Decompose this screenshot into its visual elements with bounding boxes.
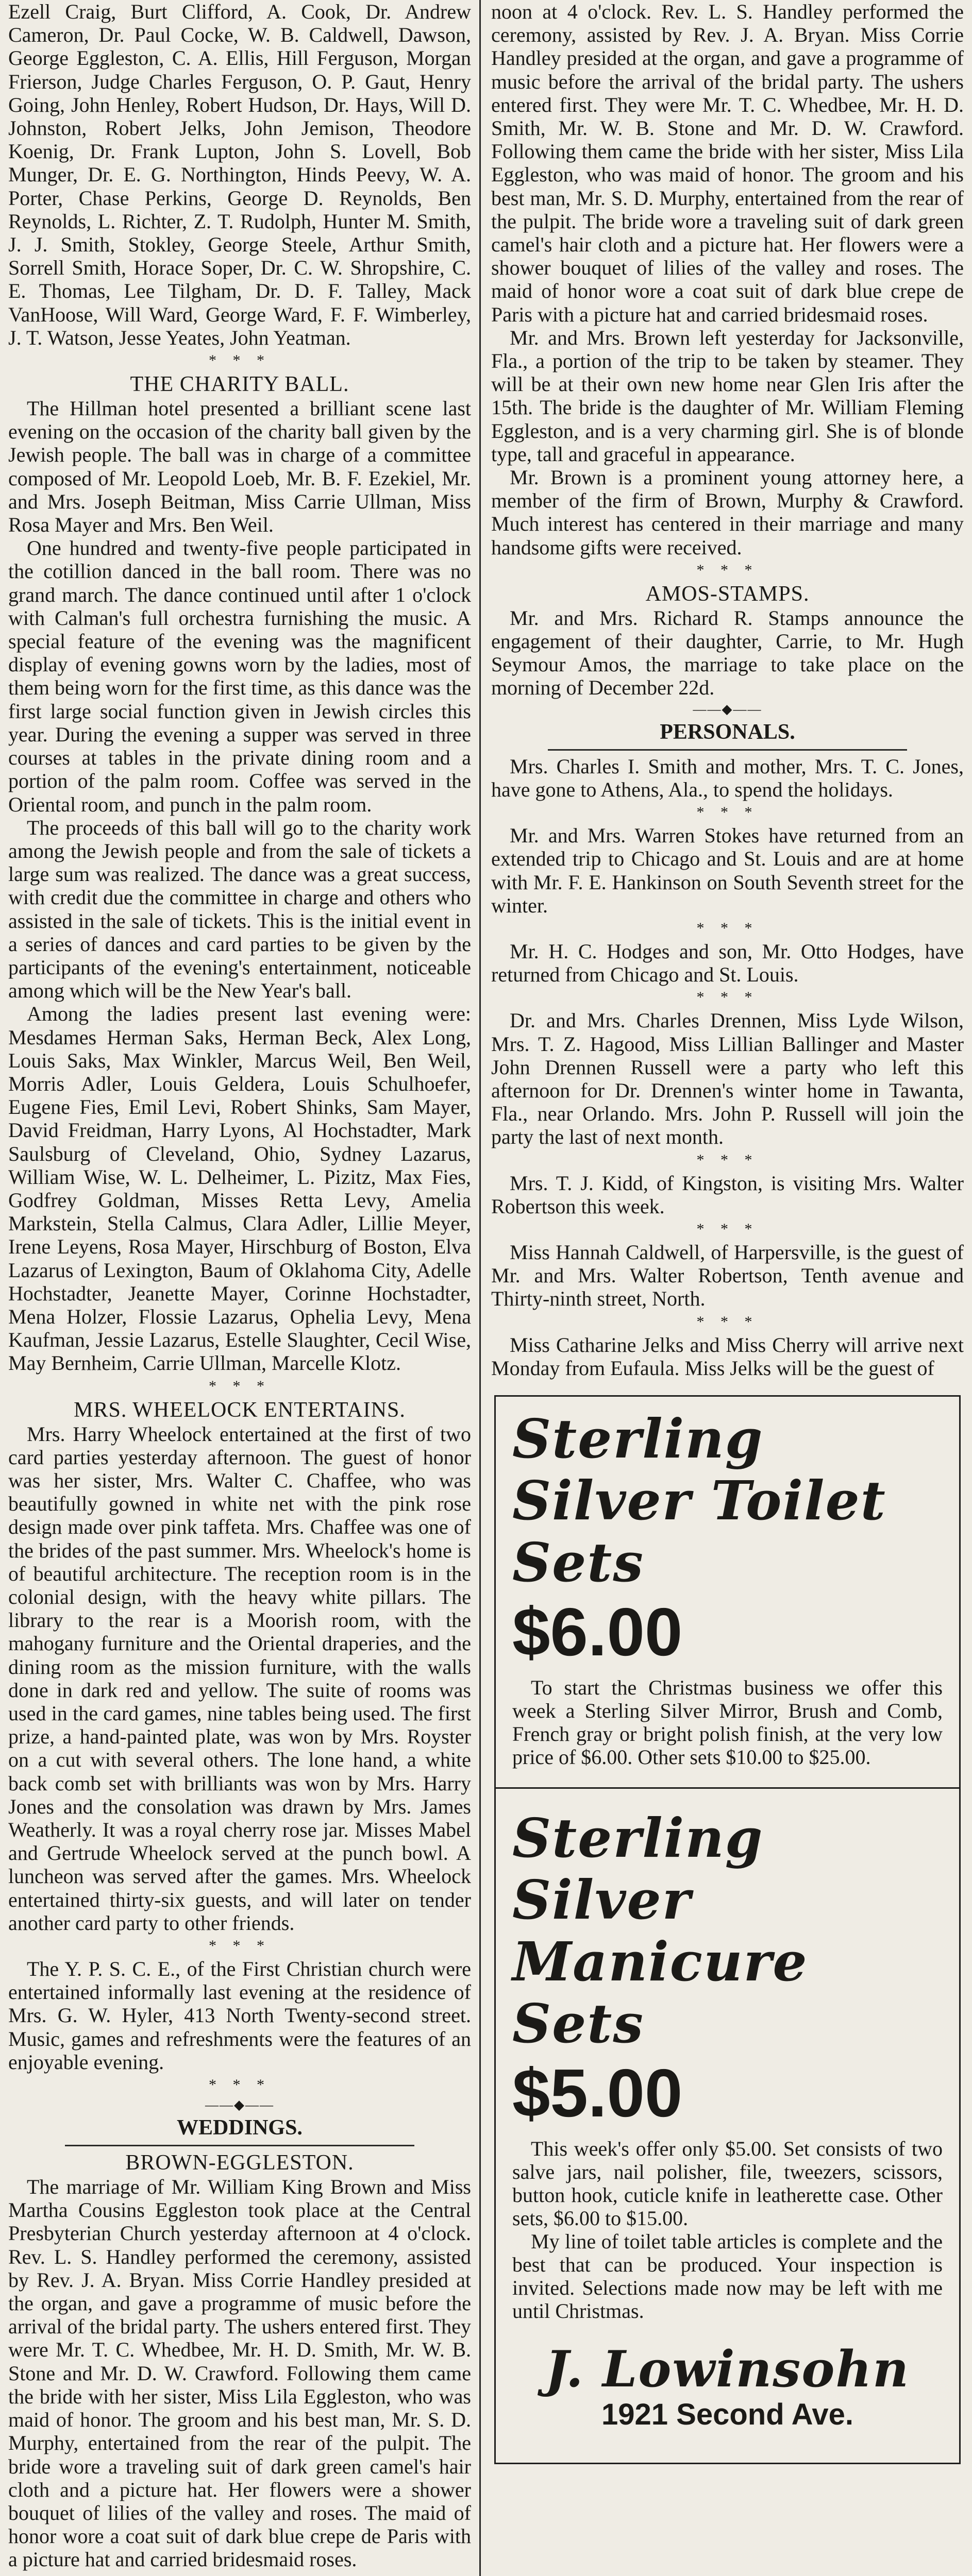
weddings-section-title: WEDDINGS. xyxy=(177,2116,303,2140)
ornamental-rule: ——◆—— xyxy=(693,701,762,717)
charity-ball-heading: THE CHARITY BALL. xyxy=(130,372,349,397)
charity-paragraph-3: The proceeds of this ball will go to the charity work among the Jewish people and from the sale of tickets a large sum was realized. The dance was a great success, with credit due the committee in charge and others who assisted in the sale of tickets. This is the initial event in a series of dances and card parties to be given by the participants of the evening's entertainment, noticeable among which will be the New Year's ball. xyxy=(8,816,471,1003)
right-column xyxy=(483,0,972,2576)
amos-stamps-paragraph: Mr. and Mrs. Richard R. Stamps announce the engagement of their daughter, Carrie, to Mr. Hugh Seymour Amos, the marriage to take place on the morning of December 22d. xyxy=(491,606,964,700)
ad-headline-manicure-sets: Sterling Silver Manicure Sets xyxy=(512,1806,808,2055)
separator-stars: * * * xyxy=(696,1220,759,1238)
personal-item-6: Miss Hannah Caldwell, of Harpersville, is the guest of Mr. and Mrs. Walter Robertson, Tenth avenue and Thirty-ninth street, North. xyxy=(491,1240,964,1311)
ypsce-paragraph: The Y. P. S. C. E., of the First Christian church were entertained informally last evening at the residence of Mrs. G. W. Hyler, 413 North Twenty-second street. Music, games and refreshments were the features of an enjoyable evening. xyxy=(8,1957,471,2074)
ad-copy-toilet-sets: To start the Christmas business we offer this week a Sterling Silver Mirror, Brush and Comb, French gray or bright polish finish, at the very low price of $6.00. Other sets $10.00 to $25.00. xyxy=(512,1675,943,1769)
separator-stars: * * * xyxy=(696,561,759,579)
ad-merchant-name: J. Lowinsohn xyxy=(545,2340,910,2398)
charity-paragraph-1: The Hillman hotel presented a brilliant scene last evening on the occasion of the charity ball given by the Jewish people. The ball was in charge of a committee composed of Mr. Leopold Loeb, Mr. B. F. Ezekiel, Mr. and Mrs. Joseph Beitman, Miss Carrie Ullman, Miss Rosa Mayer and Mrs. Ben Weil. xyxy=(8,397,471,537)
ad-price-toilet-sets: $6.00 xyxy=(512,1594,683,1670)
separator-stars: * * * xyxy=(209,2076,271,2094)
ad-merchant-address: 1921 Second Ave. xyxy=(601,2397,853,2431)
left-column xyxy=(0,0,481,2576)
personal-item-4: Dr. and Mrs. Charles Drennen, Miss Lyde Wilson, Mrs. T. Z. Hagood, Miss Lillian Ballinger and Master John Drennen Russell were a party who left this afternoon for Dr. Drennen's winter home in Tawanta, Fla., near Orlando. Mrs. John P. Russell will join the party the last of next month. xyxy=(491,1009,964,1149)
ad-price-manicure-sets: $5.00 xyxy=(512,2055,683,2131)
section-rule xyxy=(548,749,907,751)
separator-stars: * * * xyxy=(209,352,271,369)
personal-item-3: Mr. H. C. Hodges and son, Mr. Otto Hodges, have returned from Chicago and St. Louis. xyxy=(491,939,964,987)
ad-headline-toilet-sets: Sterling Silver Toilet Sets xyxy=(512,1406,886,1594)
charity-paragraph-4: Among the ladies present last evening were: Mesdames Herman Saks, Herman Beck, Alex Long, Louis Saks, Max Winkler, Marcus Weil, Ben Weil, Morris Adler, Louis Geldera, Louis Schulhoefer, Eugene Fies, Emil Levi, Robert Shinks, Sam Mayer, David Freidman, Harry Lyons, Al Hochstadter, Mark Saulsburg of Cleveland, Ohio, Sydney Lazarus, William Wise, W. L. Delheimer, L. Pizitz, Max Fies, Godfrey Goldman, Misses Retta Levy, Amelia Markstein, Stella Calmus, Clara Adler, Lillie Meyer, Irene Leyens, Rosa Mayer, Hirschburg of Boston, Elva Lazarus of Lexington, Baum of Oklahoma City, Adelle Hochstadter, Jeanette Mayer, Corinne Hochstadter, Mena Holzer, Flossie Lazarus, Ophelia Levy, Mena Kaufman, Jessie Lazarus, Estelle Slaughter, Cecil Wise, May Bernheim, Carrie Ullman, Marcelle Klotz. xyxy=(8,1002,471,1375)
brown-eggleston-heading: BROWN-EGGLESTON. xyxy=(125,2151,354,2175)
wedding-paragraph-1: The marriage of Mr. William King Brown and Miss Martha Cousins Eggleston took place at the Central Presbyterian Church yesterday afternoon at 4 o'clock. Rev. L. S. Handley performed the ceremony, assisted by Rev. J. A. Bryan. Miss Corrie Handley presided at the organ, and gave a programme of music before the arrival of the bridal party. The ushers entered first. They were Mr. T. C. Whedbee, Mr. H. D. Smith, Mr. W. B. Stone and Mr. D. W. Crawford. Following them came the bride with her sister, Miss Lila Eggleston, who was maid of honor. The groom and his best man, Mr. S. D. Murphy, entertained from the rear of the pulpit. The bride wore a traveling suit of dark green camel's hair cloth and a picture hat. Her flowers were a shower bouquet of lilies of the valley and roses. The maid of honor wore a coat suit of dark blue crepe de Paris with a picture hat and carried bridesmaid roses. xyxy=(8,2175,471,2571)
ad-divider xyxy=(496,1787,959,1789)
personal-item-7: Miss Catharine Jelks and Miss Cherry will arrive next Monday from Eufaula. Miss Jelks will be the guest of xyxy=(491,1333,964,1380)
personal-item-5: Mrs. T. J. Kidd, of Kingston, is visiting Mrs. Walter Robertson this week. xyxy=(491,1171,964,1218)
personal-item-2: Mr. and Mrs. Warren Stokes have returned from an extended trip to Chicago and St. Louis and are at home with Mr. F. E. Hankinson on South Seventh street for the winter. xyxy=(491,824,964,917)
jeweler-advertisement xyxy=(494,1395,961,2464)
separator-stars: * * * xyxy=(209,1377,271,1395)
wheelock-paragraph: Mrs. Harry Wheelock entertained at the first of two card parties yesterday afternoon. The guest of honor was her sister, Mrs. Walter C. Chaffee, who was beautifully gowned in white net with the pink rose design made over pink taffeta. Mrs. Chaffee was one of the brides of the past summer. Mrs. Wheelock's home is of beautiful architecture. The reception room is in the colonial design, with the heavy white pillars. The library to the rear is a Moorish room, with the mahogany furniture and the Oriental draperies, and the dining room as the mission furniture, with the walls done in dark red and yellow. The suite of rooms was used in the card games, nine tables being used. The first prize, a hand-painted plate, was won by Mrs. Royster on a cut with several others. The lone hand, a white back comb set with brilliants was won by Mrs. Harry Jones and the consolation was drawn by Mrs. James Weatherly. It was a royal cherry rose jar. Misses Mabel and Gertrude Wheelock served at the punch bowl. A luncheon was served after the games. Mrs. Wheelock entertained thirty-six guests, and will later on tender another card party to other friends. xyxy=(8,1422,471,1935)
wedding-paragraph-1-continued: noon at 4 o'clock. Rev. L. S. Handley performed the ceremony, assisted by Rev. J. A. Bryan. Miss Corrie Handley presided at the organ, and gave a programme of music before the arrival of the bridal party. The ushers entered first. They were Mr. T. C. Whedbee, Mr. H. D. Smith, Mr. W. B. Stone and Mr. D. W. Crawford. Following them came the bride with her sister, Miss Lila Eggleston, who was maid of honor. The groom and his best man, Mr. S. D. Murphy, entertained from the rear of the pulpit. The bride wore a traveling suit of dark green camel's hair cloth and a picture hat. Her flowers were a shower bouquet of lilies of the valley and roses. The maid of honor wore a coat suit of dark blue crepe de Paris with a picture hat and carried bridesmaid roses. xyxy=(491,0,964,326)
wedding-paragraph-3: Mr. Brown is a prominent young attorney here, a member of the firm of Brown, Murphy & Crawford. Much interest has centered in their marriage and many handsome gifts were received. xyxy=(491,466,964,559)
amos-stamps-heading: AMOS-STAMPS. xyxy=(645,582,810,606)
separator-stars: * * * xyxy=(696,804,759,821)
personal-item-1: Mrs. Charles I. Smith and mother, Mrs. T. C. Jones, have gone to Athens, Ala., to spend the holidays. xyxy=(491,754,964,801)
ad-copy-toilet-articles: My line of toilet table articles is complete and the best that can be produced. Your inspection is invited. Selections made now may be left with me until Christmas. xyxy=(512,2229,943,2323)
guest-list: Ezell Craig, Burt Clifford, A. Cook, Dr. Andrew Cameron, Dr. Paul Cocke, W. B. Caldwell, Dawson, George Eggleston, C. A. Ellis, Hill Ferguson, Morgan Frierson, Judge Charles Ferguson, O. P. Gaut, Henry Going, John Henley, Robert Hudson, Dr. Hays, Will D. Johnston, Robert Jelks, John Jemison, Theodore Koenig, Dr. Frank Lupton, John S. Lovell, Bob Munger, Dr. E. G. Northington, Hinds Peevy, W. A. Porter, Chase Perkins, George D. Reynolds, Ben Reynolds, L. Richter, Z. T. Rudolph, Hunter M. Smith, J. J. Smith, Stokley, George Steele, Arthur Smith, Sorrell Smith, Horace Soper, Dr. C. W. Shropshire, C. E. Thomas, Lee Tilgham, Dr. D. F. Talley, Mack VanHoose, Will Ward, George Ward, F. F. Wimberley, J. T. Watson, Jesse Yeates, John Yeatman. xyxy=(8,0,471,349)
wedding-paragraph-2: Mr. and Mrs. Brown left yesterday for Jacksonville, Fla., a portion of the trip to be taken by steamer. They will be at their own new home near Glen Iris after the 15th. The bride is the daughter of Mr. William Fleming Eggleston, and is a very charming girl. She is of blonde type, tall and graceful in appearance. xyxy=(491,326,964,466)
separator-stars: * * * xyxy=(696,919,759,937)
separator-stars: * * * xyxy=(696,1313,759,1330)
ornamental-rule: ——◆—— xyxy=(205,2097,274,2113)
wheelock-heading: MRS. WHEELOCK ENTERTAINS. xyxy=(74,1398,406,1422)
section-rule xyxy=(65,2145,414,2146)
charity-paragraph-2: One hundred and twenty-five people participated in the cotillion danced in the ball room. There was no grand march. The dance continued until after 1 o'clock with Calman's full orchestra furnishing the music. A special feature of the evening was the magnificent display of evening gowns worn by the ladies, most of them being worn for the first time, as this dance was the first large social function given in Jewish circles this year. During the evening a supper was served in three courses at tables in the private dining room and a portion of the palm room. Coffee was served in the Oriental room, and punch in the palm room. xyxy=(8,536,471,816)
separator-stars: * * * xyxy=(209,1937,271,1955)
separator-stars: * * * xyxy=(696,989,759,1006)
personals-section-title: PERSONALS. xyxy=(660,720,795,744)
separator-stars: * * * xyxy=(696,1151,759,1168)
ad-copy-manicure-sets: This week's offer only $5.00. Set consists of two salve jars, nail polisher, file, tweezers, scissors, button hook, cuticle knife in leatherette case. Other sets, $6.00 to $15.00. xyxy=(512,2137,943,2230)
